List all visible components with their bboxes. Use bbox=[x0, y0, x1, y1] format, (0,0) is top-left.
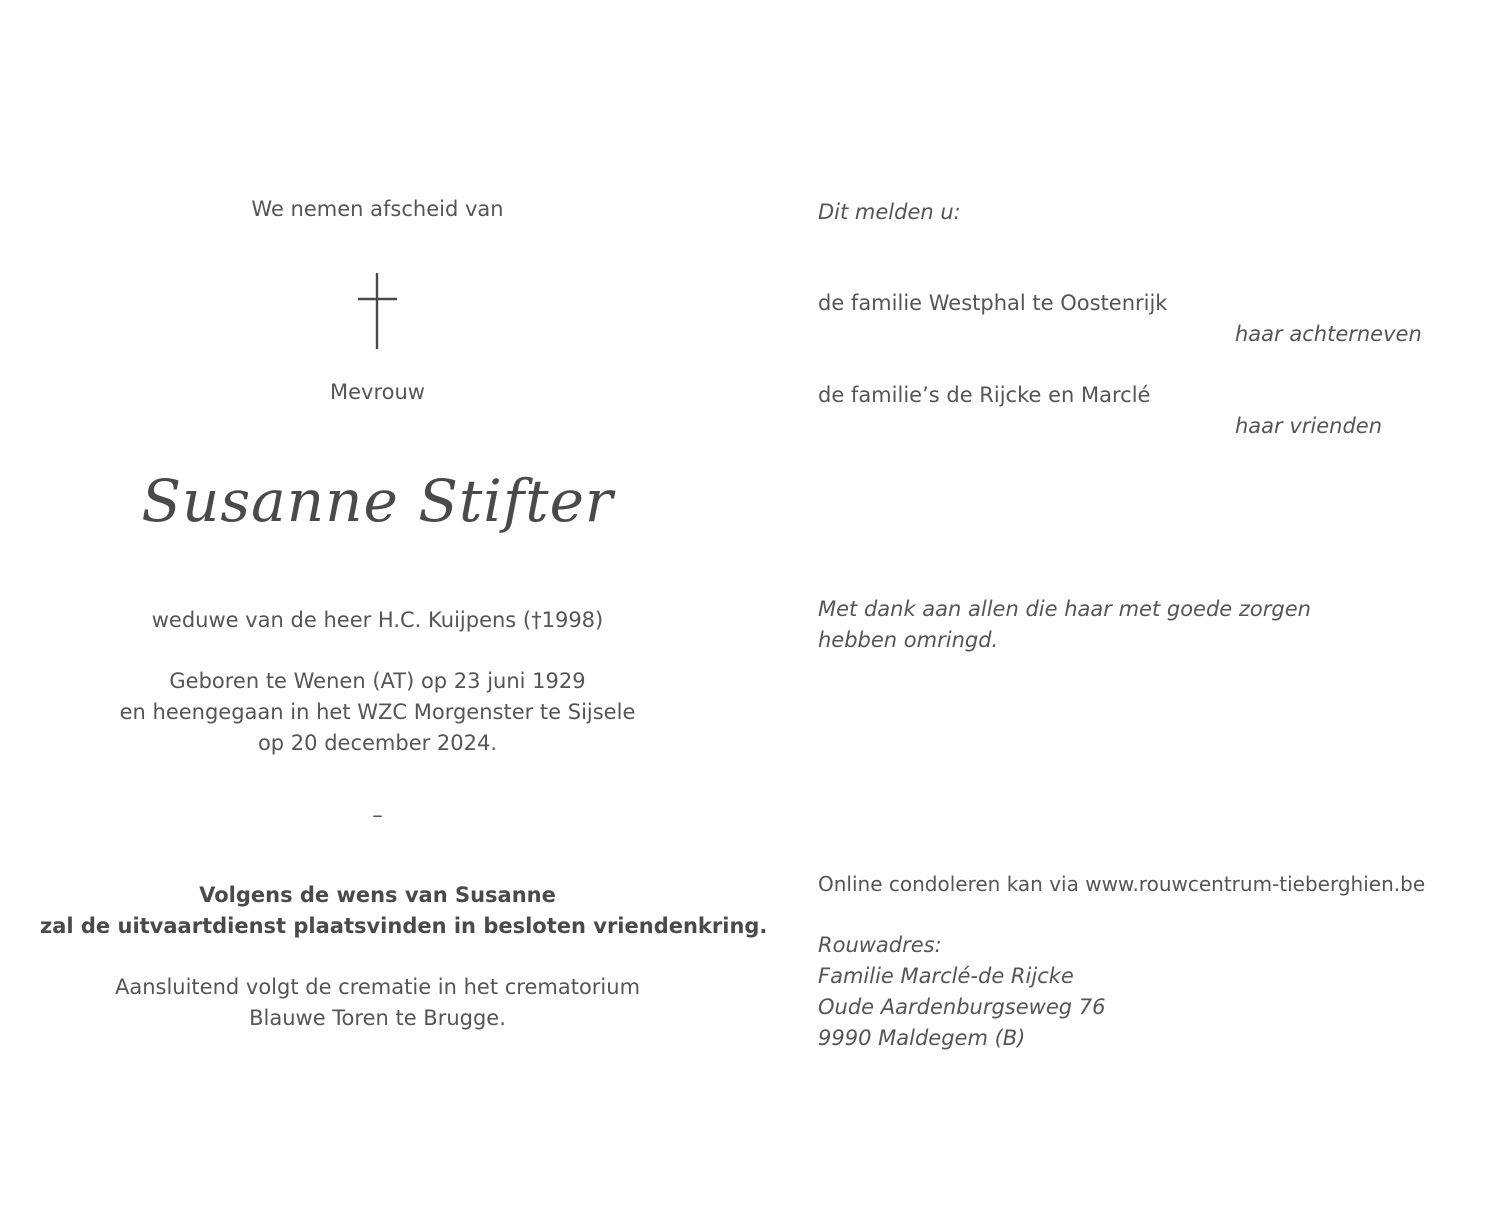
announce-text: Dit melden u: bbox=[818, 200, 961, 224]
relation-line-1: haar achterneven bbox=[1235, 322, 1422, 346]
wish-line-1: Volgens de wens van Susanne bbox=[199, 883, 556, 907]
passed-line: en heengegaan in het WZC Morgenster te Sijsele bbox=[119, 700, 636, 724]
honorific-title: Mevrouw bbox=[330, 380, 425, 404]
date-line: op 20 december 2024. bbox=[257, 731, 498, 755]
family-line-1: de familie Westphal te Oostenrijk bbox=[818, 291, 1168, 315]
widow-line: weduwe van de heer H.C. Kuijpens (†1998) bbox=[151, 608, 604, 632]
deceased-name: Susanne Stifter bbox=[141, 467, 614, 535]
address-street: Oude Aardenburgseweg 76 bbox=[818, 995, 1106, 1019]
address-name: Familie Marclé-de Rijcke bbox=[818, 964, 1074, 988]
condolence-line: Online condoleren kan via www.rouwcentrum-tieberghien.be bbox=[818, 872, 1426, 896]
thanks-line-1: Met dank aan allen die haar met goede zorgen bbox=[818, 597, 1311, 621]
born-line: Geboren te Wenen (AT) op 23 juni 1929 bbox=[169, 669, 586, 693]
thanks-line-2: hebben omringd. bbox=[818, 628, 999, 652]
intro-text: We nemen afscheid van bbox=[251, 197, 504, 221]
cross-icon bbox=[356, 272, 400, 350]
cremation-line-1: Aansluitend volgt de crematie in het crematorium bbox=[114, 975, 641, 999]
wish-line-2: zal de uitvaartdienst plaatsvinden in besloten vriendenkring. bbox=[40, 914, 768, 938]
cremation-line-2: Blauwe Toren te Brugge. bbox=[249, 1006, 506, 1030]
separator: – bbox=[372, 803, 383, 827]
family-line-2: de familie’s de Rijcke en Marclé bbox=[818, 383, 1151, 407]
address-city: 9990 Maldegem (B) bbox=[818, 1026, 1026, 1050]
relation-line-2: haar vrienden bbox=[1235, 414, 1383, 438]
address-label: Rouwadres: bbox=[818, 933, 942, 957]
